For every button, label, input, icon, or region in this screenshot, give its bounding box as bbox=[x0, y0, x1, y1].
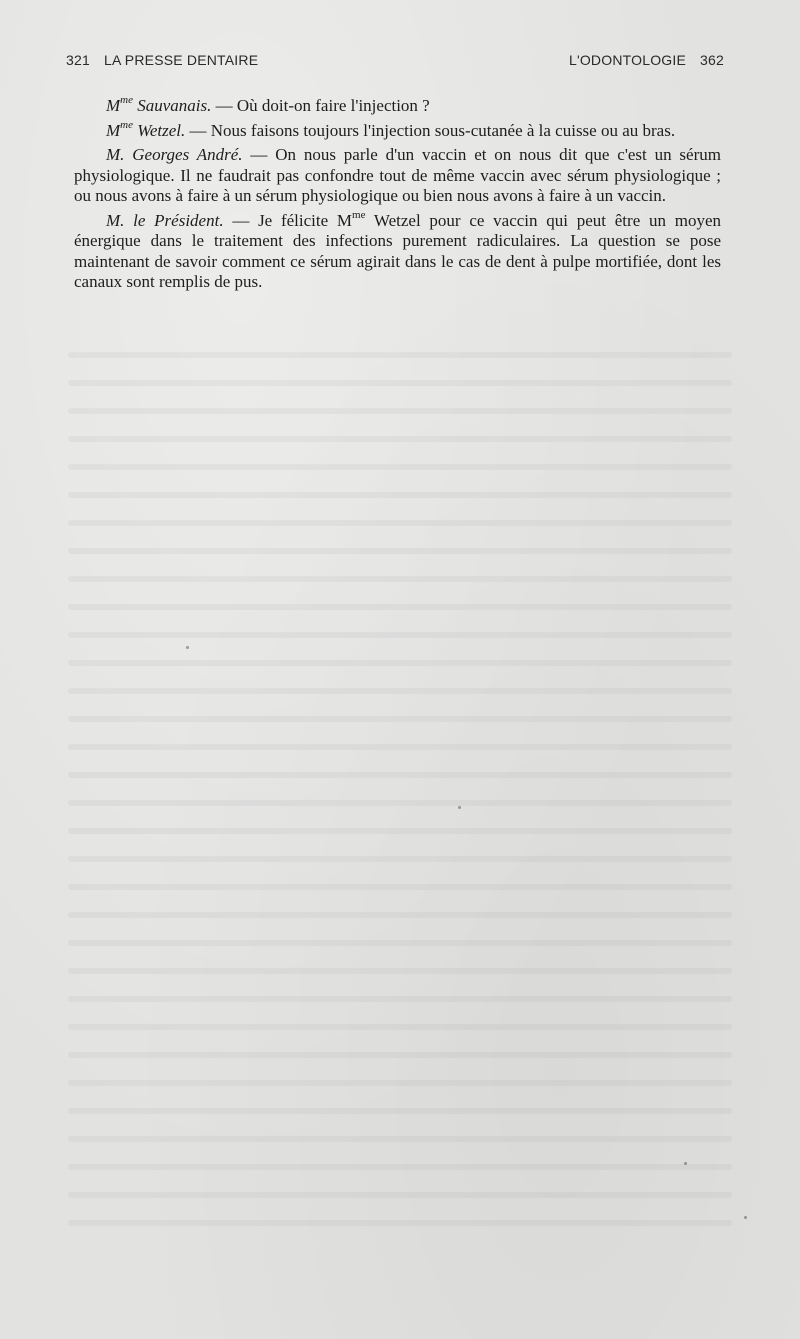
show-through-line bbox=[68, 940, 732, 946]
paper-speck bbox=[186, 646, 189, 649]
speaker-wetzel bbox=[106, 118, 186, 140]
left-journal-title: LA PRESSE DENTAIRE bbox=[103, 52, 259, 68]
speaker-president: M. le Président. bbox=[106, 210, 224, 230]
show-through-line bbox=[68, 1164, 732, 1170]
paragraph-text-start: — Je félicite M bbox=[223, 210, 353, 230]
show-through-line bbox=[68, 464, 732, 470]
show-through-line bbox=[68, 576, 732, 582]
paragraph-text: Wetzel pour ce vaccin qui peut être un moyen énergique dans le traitement des infections purement radiculaires. La question se pose maintenant de savoir comment ce sérum agirait dans le cas de dent à pulpe mortifiée, dont les canaux sont remplis de pus. bbox=[74, 210, 721, 291]
show-through-line bbox=[68, 352, 732, 358]
show-through-line bbox=[68, 996, 732, 1002]
paper-speck bbox=[684, 1162, 687, 1165]
show-through-line bbox=[68, 548, 732, 554]
header-right bbox=[569, 52, 724, 68]
show-through-line bbox=[68, 968, 732, 974]
show-through-line bbox=[68, 716, 732, 722]
show-through-line bbox=[68, 828, 732, 834]
show-through-line bbox=[68, 1108, 732, 1114]
show-through-line bbox=[68, 408, 732, 414]
show-through-line bbox=[68, 632, 732, 638]
speaker-name: Wetzel. bbox=[133, 120, 186, 140]
paragraph-president bbox=[74, 208, 721, 293]
speaker-title: M bbox=[106, 96, 121, 115]
discussion-text bbox=[74, 96, 721, 297]
left-page-number: 321 bbox=[66, 52, 90, 68]
speaker-name: Sauvanais. bbox=[133, 96, 212, 115]
show-through-line bbox=[68, 660, 732, 666]
paragraph-text: — Nous faisons toujours l'injection sous-cutanée à la cuisse ou au bras. bbox=[185, 120, 676, 140]
speaker-title-superscript: me bbox=[120, 94, 133, 107]
show-through-line bbox=[68, 1052, 732, 1058]
show-through-line bbox=[68, 1192, 732, 1198]
show-through-line bbox=[68, 520, 732, 526]
paragraph-wetzel bbox=[74, 118, 721, 142]
title-superscript: me bbox=[352, 208, 366, 221]
speaker-sauvanais bbox=[106, 96, 211, 115]
header-left bbox=[66, 52, 258, 68]
show-through-line bbox=[68, 492, 732, 498]
show-through-line bbox=[68, 856, 732, 862]
paragraph-text: — On nous parle d'un vaccin et on nous dit que c'est un sérum physiologique. Il ne faudrait pas confondre tout de même vaccin avec sérum physiologique ; ou nous avons à faire à un sérum physiologique ou bien nous avons à faire à un vaccin. bbox=[74, 145, 721, 205]
show-through-line bbox=[68, 380, 732, 386]
show-through-line bbox=[68, 1136, 732, 1142]
show-through-line bbox=[68, 604, 732, 610]
speaker-title: M bbox=[106, 120, 121, 140]
show-through-line bbox=[68, 744, 732, 750]
show-through-line bbox=[68, 436, 732, 442]
speaker-georges-andre: M. Georges André. bbox=[106, 145, 243, 164]
paragraph-text: — Où doit-on faire l'injection ? bbox=[211, 96, 430, 115]
show-through-line bbox=[68, 688, 732, 694]
right-journal-title: L'ODONTOLOGIE bbox=[568, 52, 687, 68]
paragraph-georges-andre bbox=[74, 145, 721, 207]
speaker-title-superscript: me bbox=[120, 118, 133, 131]
paper-speck bbox=[458, 806, 461, 809]
show-through-line bbox=[68, 1220, 732, 1226]
show-through-line bbox=[68, 884, 732, 890]
show-through-line bbox=[68, 772, 732, 778]
show-through-line bbox=[68, 1080, 732, 1086]
paragraph-sauvanais bbox=[74, 96, 721, 117]
show-through-line bbox=[68, 800, 732, 806]
right-page-number: 362 bbox=[700, 52, 724, 68]
show-through-line bbox=[68, 912, 732, 918]
running-header bbox=[66, 52, 724, 72]
show-through-line bbox=[68, 1024, 732, 1030]
paper-speck bbox=[744, 1216, 747, 1219]
